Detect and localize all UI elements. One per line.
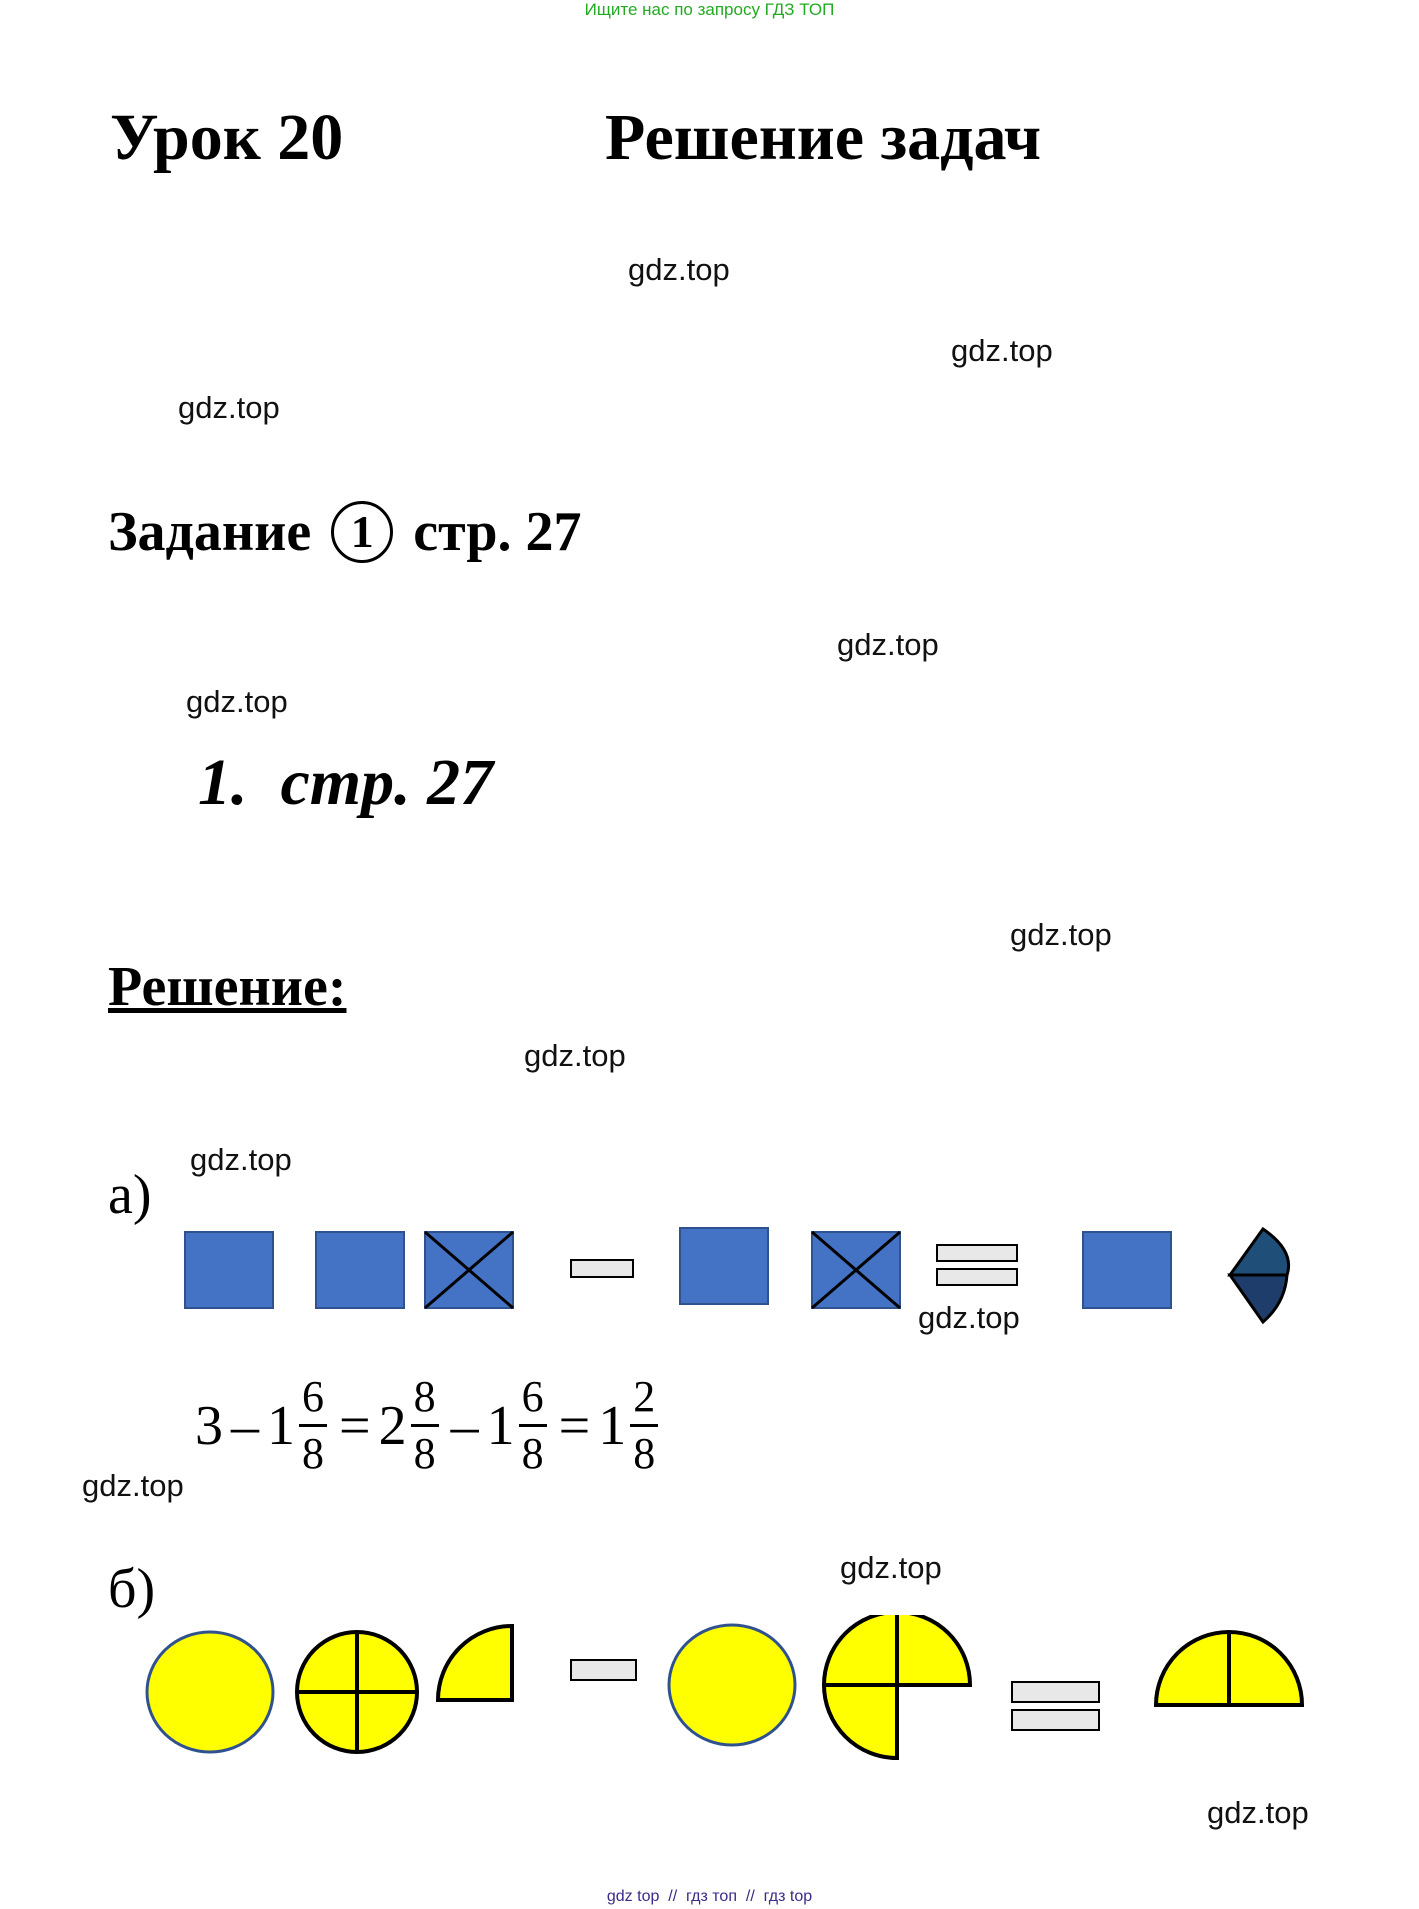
equals-sign — [1012, 1682, 1099, 1730]
eq-term: 3 — [195, 1394, 223, 1457]
watermark: gdz.top — [951, 333, 1053, 368]
watermark: gdz.top — [178, 390, 280, 425]
top-banner: Ищите нас по запросу ГДЗ ТОП — [584, 0, 835, 19]
yellow-circle — [669, 1625, 795, 1745]
equals-sign — [937, 1245, 1017, 1285]
eq-fraction: $\frac{2}{8}$ — [630, 1375, 658, 1476]
eq-term: 1 — [598, 1394, 627, 1457]
watermark: gdz.top — [190, 1142, 292, 1177]
yellow-circle — [147, 1632, 273, 1752]
task-suffix: стр. 27 — [413, 501, 582, 563]
blue-square — [1083, 1232, 1171, 1308]
watermark: gdz.top — [837, 627, 939, 662]
watermark: gdz.top — [186, 684, 288, 719]
three-quarter-circle — [824, 1615, 970, 1758]
eq-term: 1 — [267, 1394, 295, 1457]
solution-label: Решение: — [108, 956, 347, 1018]
part-b-shapes — [0, 1615, 1419, 1775]
part-b-label: б) — [108, 1558, 156, 1620]
watermark: gdz.top — [524, 1038, 626, 1073]
eq-term: 1 — [486, 1394, 515, 1457]
lesson-title: Урок 20 — [110, 101, 344, 174]
eq-minus: – — [450, 1394, 479, 1457]
eq-fraction: $\frac{6}{8}$ — [299, 1375, 327, 1476]
dark-blue-segment — [1230, 1229, 1289, 1322]
task-prefix: Задание — [108, 501, 312, 563]
task-heading — [108, 500, 581, 573]
watermark: gdz.top — [918, 1300, 1020, 1335]
task-number-circle: 1 — [331, 501, 393, 563]
eq-term: 2 — [378, 1394, 407, 1457]
part-a-label: а) — [108, 1164, 152, 1226]
crossed-square — [425, 1232, 513, 1308]
watermark: gdz.top — [628, 252, 730, 287]
watermark: gdz.top — [1207, 1795, 1309, 1830]
half-circle — [1156, 1632, 1302, 1705]
watermark: gdz.top — [840, 1550, 942, 1585]
quarter-circle — [438, 1626, 512, 1700]
eq-fraction: $\frac{6}{8}$ — [519, 1375, 547, 1476]
minus-sign — [571, 1260, 633, 1277]
eq-minus: – — [231, 1394, 259, 1457]
minus-sign — [571, 1660, 636, 1680]
eq-equals: = — [339, 1394, 371, 1457]
blue-square — [185, 1232, 273, 1308]
task-reference: 1. стр. 27 — [198, 746, 494, 819]
topic-title: Решение задач — [605, 101, 1042, 174]
quartered-circle — [297, 1632, 417, 1752]
eq-fraction: $\frac{8}{8}$ — [411, 1375, 439, 1476]
watermark: gdz.top — [82, 1468, 184, 1503]
crossed-square — [812, 1232, 900, 1308]
eq-equals: = — [558, 1394, 591, 1457]
part-a-shapes — [0, 1215, 1419, 1335]
footer: gdz top // гдз топ // гдз top — [606, 1888, 813, 1905]
equation — [195, 1372, 662, 1478]
watermark: gdz.top — [1010, 917, 1112, 952]
blue-square — [316, 1232, 404, 1308]
blue-square — [680, 1228, 768, 1304]
